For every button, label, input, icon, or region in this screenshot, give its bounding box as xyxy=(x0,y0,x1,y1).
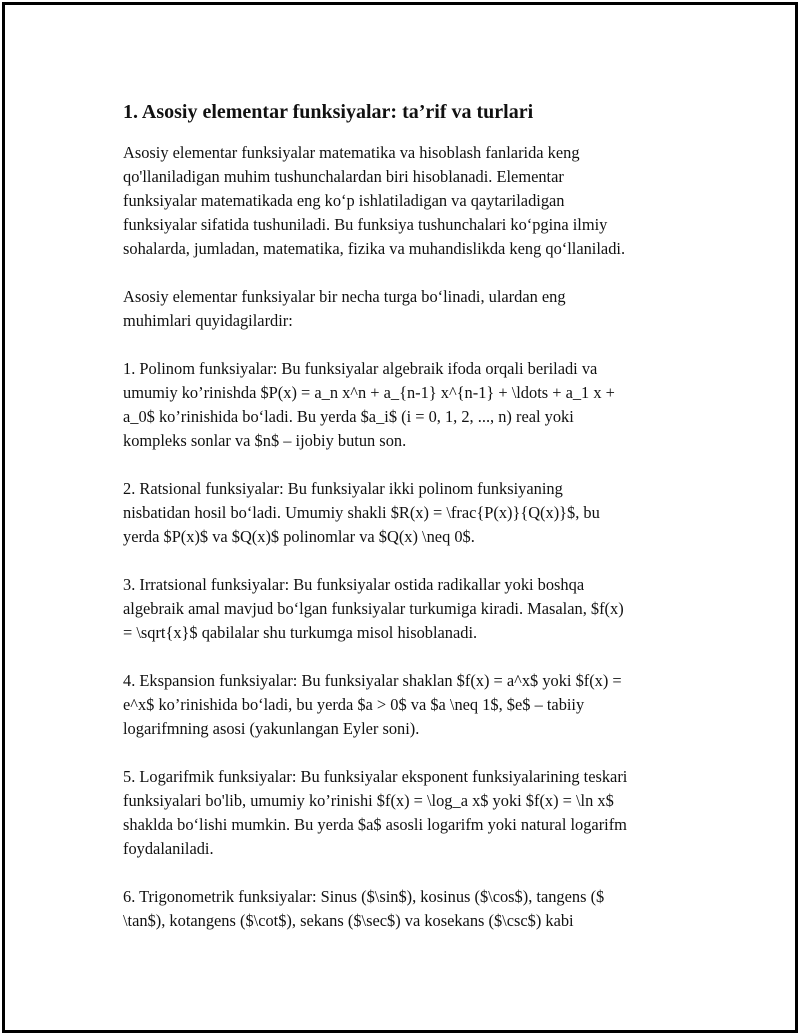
paragraph-exponential xyxy=(123,669,693,741)
text-line: funksiyalar sifatida tushuniladi. Bu funksiya tushunchalari ko‘pgina ilmiy xyxy=(123,215,608,234)
text-line: shaklda bo‘lishi mumkin. Bu yerda $a$ asosli logarifm yoki natural logarifm xyxy=(123,815,627,834)
text-line: kompleks sonlar va $n$ – ijobiy butun son. xyxy=(123,431,407,450)
text-line: sohalarda, jumladan, matematika, fizika va muhandislikda keng qo‘llaniladi. xyxy=(123,239,626,258)
text-line: 3. Irratsional funksiyalar: Bu funksiyalar ostida radikallar yoki boshqa xyxy=(123,575,585,594)
paragraph-intro xyxy=(123,141,693,261)
page-frame xyxy=(2,2,798,1033)
text-line: = \sqrt{x}$ qabilalar shu turkumga misol hisoblanadi. xyxy=(123,623,478,642)
text-line: muhimlari quyidagilardir: xyxy=(123,311,293,330)
text-line: qo'llaniladigan muhim tushunchalardan biri hisoblanadi. Elementar xyxy=(123,167,564,186)
paragraph-trigonometric xyxy=(123,885,693,933)
text-line: logarifmning asosi (yakunlangan Eyler soni). xyxy=(123,719,420,738)
text-line: foydalaniladi. xyxy=(123,839,214,858)
text-line: 4. Ekspansion funksiyalar: Bu funksiyalar shaklan $f(x) = a^x$ yoki $f(x) = xyxy=(123,671,622,690)
text-line: a_0$ ko’rinishida bo‘ladi. Bu yerda $a_i$ (i = 0, 1, 2, ..., n) real yoki xyxy=(123,407,574,426)
section-title: 1. Asosiy elementar funksiyalar: ta’rif va turlari xyxy=(123,101,534,123)
text-line: Asosiy elementar funksiyalar matematika va hisoblash fanlarida keng xyxy=(123,143,580,162)
text-line: funksiyalari bo'lib, umumiy ko’rinishi $f(x) = \log_a x$ yoki $f(x) = \ln x$ xyxy=(123,791,614,810)
text-line: umumiy ko’rinishda $P(x) = a_n x^n + a_{n-1} x^{n-1} + \ldots + a_1 x + xyxy=(123,383,615,402)
paragraph-logarithmic xyxy=(123,765,693,861)
text-line: e^x$ ko’rinishida bo‘ladi, bu yerda $a > 0$ va $a \neq 1$, $e$ – tabiiy xyxy=(123,695,585,714)
text-line: Asosiy elementar funksiyalar bir necha turga bo‘linadi, ulardan eng xyxy=(123,287,566,306)
text-line: 2. Ratsional funksiyalar: Bu funksiyalar ikki polinom funksiyaning xyxy=(123,479,563,498)
text-line: nisbatidan hosil bo‘ladi. Umumiy shakli $R(x) = \frac{P(x)}{Q(x)}$, bu xyxy=(123,503,600,522)
text-line: yerda $P(x)$ va $Q(x)$ polinomlar va $Q(x) \neq 0$. xyxy=(123,527,475,546)
paragraph-polynomial xyxy=(123,357,693,453)
document-body xyxy=(123,99,693,957)
text-line: 5. Logarifmik funksiyalar: Bu funksiyalar eksponent funksiyalarining teskari xyxy=(123,767,628,786)
paragraph-types-intro xyxy=(123,285,693,333)
text-line: funksiyalar matematikada eng ko‘p ishlatiladigan va qaytariladigan xyxy=(123,191,565,210)
paragraph-rational xyxy=(123,477,693,549)
text-line: 1. Polinom funksiyalar: Bu funksiyalar algebraik ifoda orqali beriladi va xyxy=(123,359,598,378)
text-line: 6. Trigonometrik funksiyalar: Sinus ($\sin$), kosinus ($\cos$), tangens ($ xyxy=(123,887,605,906)
paragraph-irrational xyxy=(123,573,693,645)
text-line: algebraik amal mavjud bo‘lgan funksiyalar turkumiga kiradi. Masalan, $f(x) xyxy=(123,599,624,618)
text-line: \tan$), kotangens ($\cot$), sekans ($\sec$) va kosekans ($\csc$) kabi xyxy=(123,911,574,930)
